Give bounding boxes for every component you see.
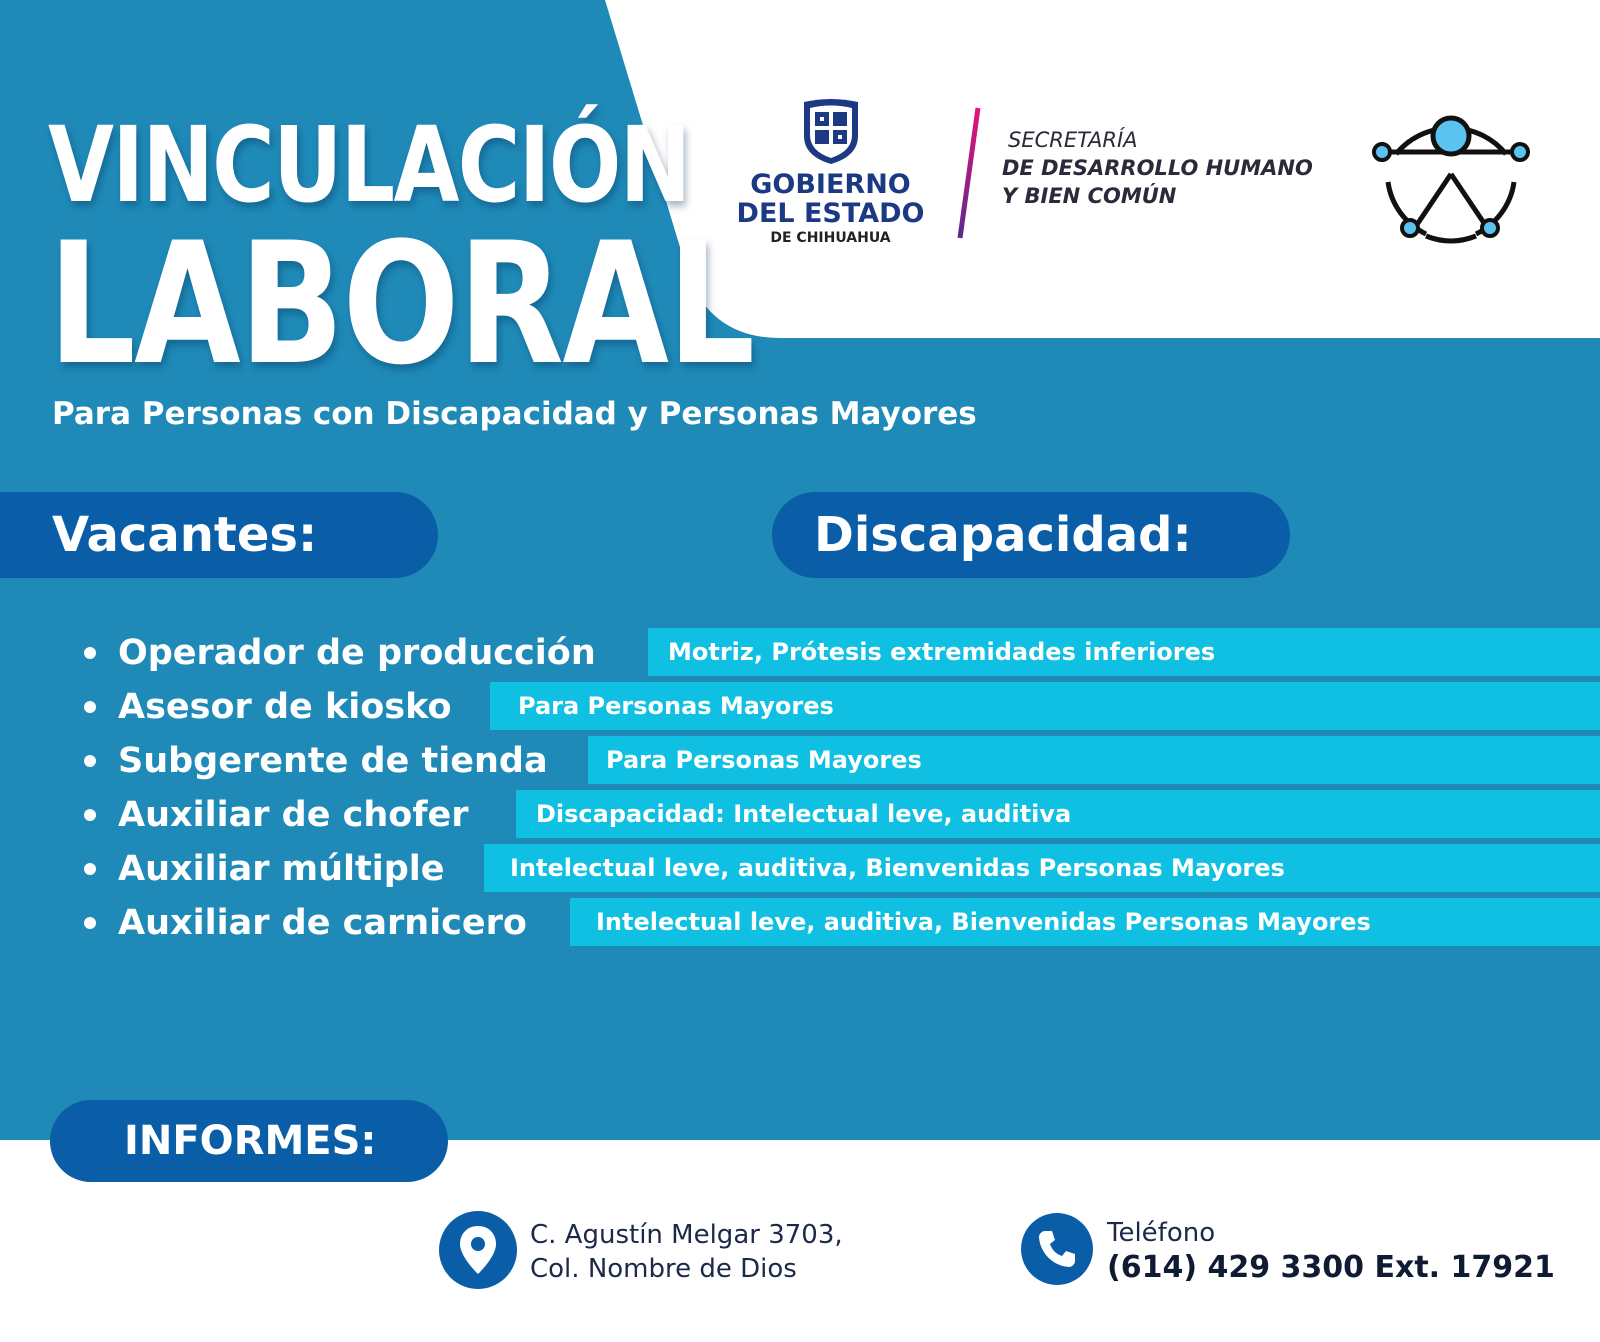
bullet: [84, 917, 96, 929]
job-title: Auxiliar de chofer: [118, 795, 469, 835]
phone-icon: [1020, 1212, 1094, 1286]
list-item: [0, 898, 1600, 948]
discapacidad-heading: Discapacidad:: [772, 492, 1290, 578]
job-title: Auxiliar múltiple: [118, 849, 445, 889]
disability-tag: Para Personas Mayores: [588, 736, 1600, 784]
address-line-2: Col. Nombre de Dios: [530, 1254, 797, 1284]
informes-heading: INFORMES:: [50, 1100, 448, 1182]
state-seal-icon: [800, 96, 862, 166]
job-title: Subgerente de tienda: [118, 741, 548, 781]
secretaria-line-1: SECRETARÍA: [1008, 128, 1138, 152]
list-item: [0, 628, 1600, 678]
address-line-1: C. Agustín Melgar 3703,: [530, 1220, 843, 1250]
gobierno-line-1: GOBIERNO: [750, 169, 911, 200]
vacantes-heading: Vacantes:: [0, 492, 438, 578]
phone-number: (614) 429 3300 Ext. 17921: [1107, 1250, 1555, 1285]
list-item: [0, 736, 1600, 786]
secretaria-line-2: DE DESARROLLO HUMANO: [1002, 156, 1313, 180]
disability-tag: Para Personas Mayores: [490, 682, 1600, 730]
bullet: [84, 755, 96, 767]
accessibility-icon: [1366, 94, 1536, 254]
logo-divider: [950, 106, 990, 241]
bullet: [84, 701, 96, 713]
subtitle: Para Personas con Discapacidad y Personas Mayores: [52, 396, 977, 432]
disability-tag: Intelectual leve, auditiva, Bienvenidas Personas Mayores: [484, 844, 1600, 892]
list-item: [0, 682, 1600, 732]
disability-tag: Motriz, Prótesis extremidades inferiores: [648, 628, 1600, 676]
phone-label: Teléfono: [1107, 1218, 1216, 1248]
job-title: Operador de producción: [118, 633, 596, 673]
gobierno-logo: [718, 96, 943, 246]
gobierno-line-2: DEL ESTADO: [736, 198, 925, 229]
location-pin-icon: [438, 1210, 518, 1290]
title-line-1: VINCULACIÓN: [48, 104, 690, 226]
secretaria-line-3: Y BIEN COMÚN: [1002, 184, 1177, 208]
job-title: Asesor de kiosko: [118, 687, 452, 727]
bullet: [84, 809, 96, 821]
job-title: Auxiliar de carnicero: [118, 903, 527, 943]
list-item: [0, 790, 1600, 840]
bullet: [84, 863, 96, 875]
disability-tag: Discapacidad: Intelectual leve, auditiva: [516, 790, 1600, 838]
disability-tag: Intelectual leve, auditiva, Bienvenidas Personas Mayores: [570, 898, 1600, 946]
title-line-2: LABORAL: [48, 206, 754, 402]
bullet: [84, 647, 96, 659]
gobierno-line-3: DE CHIHUAHUA: [770, 230, 891, 246]
list-item: [0, 844, 1600, 894]
